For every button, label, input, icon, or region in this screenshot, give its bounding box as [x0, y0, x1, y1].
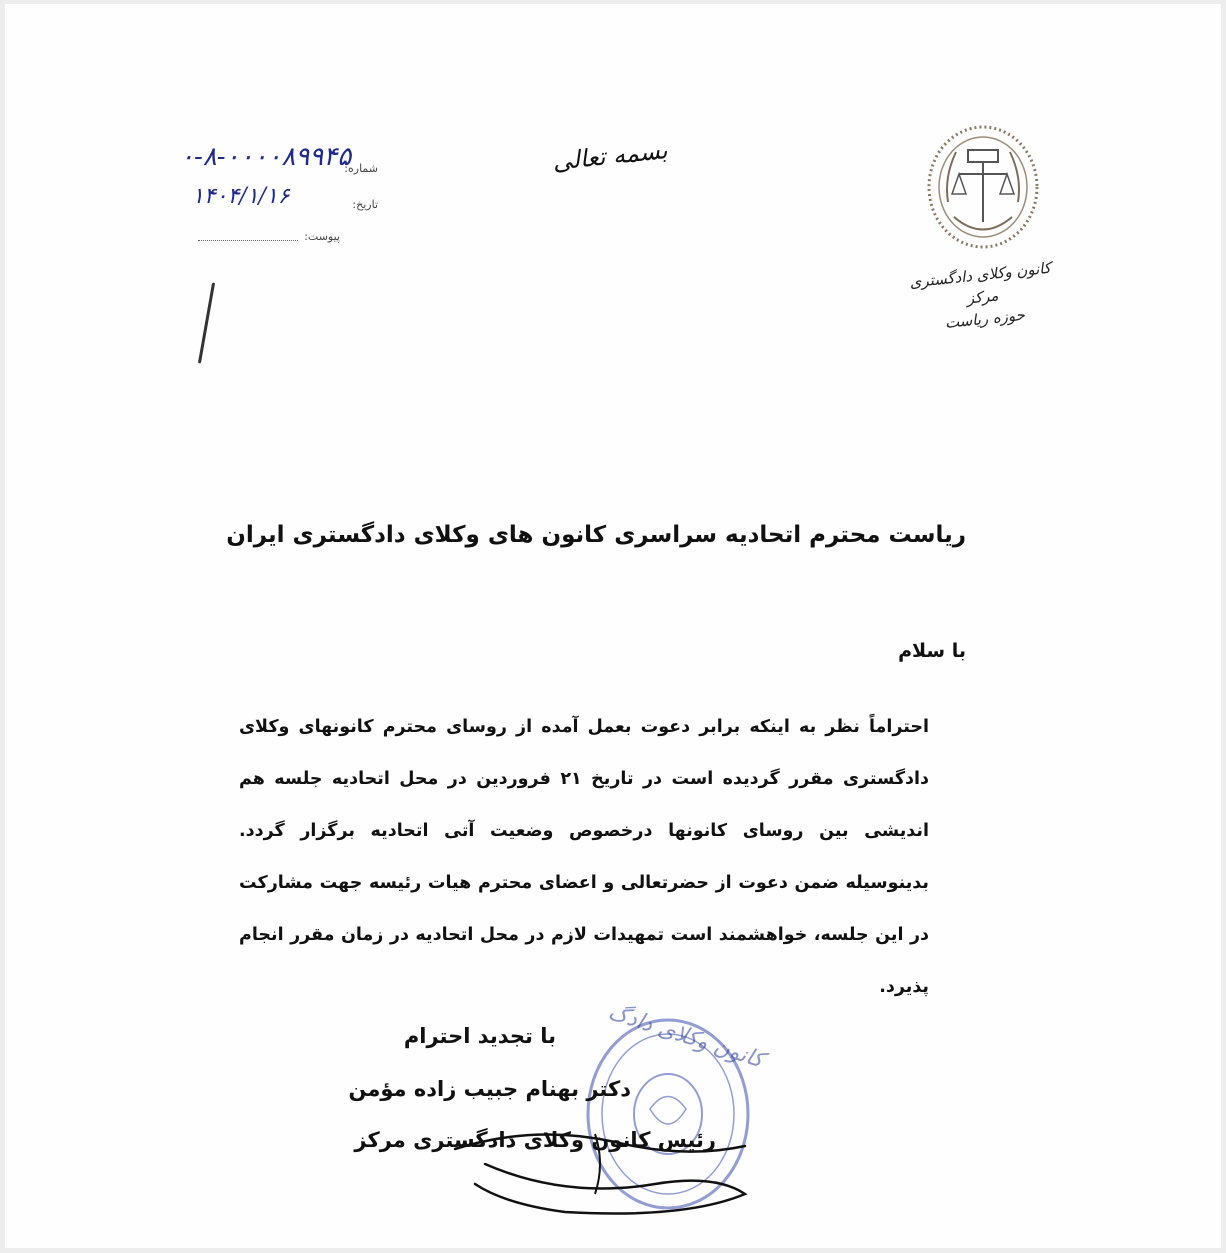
letter-page: [5, 4, 1221, 1248]
bar-association-emblem-icon: [924, 122, 1042, 252]
letter-date-label: تاریخ:: [352, 198, 378, 211]
letter-number-label: شماره:: [344, 162, 378, 175]
stamp-text: کانون وکلای دادگ: [605, 999, 767, 1074]
letterhead-logo: [910, 122, 1055, 337]
salutation: با سلام: [898, 640, 966, 662]
attachment-line: [198, 240, 298, 241]
closing-phrase: با تجدید احترام: [403, 1024, 556, 1048]
recipient-line: ریاست محترم اتحادیه سراسری کانون های وکلای دادگستری ایران: [226, 522, 966, 548]
reference-block: [180, 142, 390, 252]
logo-caption-org: کانون وکلای دادگستری مرکز: [908, 258, 1052, 308]
letter-number-value: ۰-۸-۰۰۰۰۸۹۹۴۵: [180, 142, 352, 172]
logo-caption-office: حوزه ریاست: [943, 305, 1026, 333]
letter-body: احتراماً نظر به اینکه برابر دعوت بعمل آمده از روسای محترم کانونهای وکلای دادگستری مقرر گردیده است در تاریخ ۲۱ فروردین در محل اتحادیه جلسه هم اندیشی بین روسای کانونها درخصوص وضعیت آتی اتحادیه برگزار گردد. بدینوسیله ضمن دعوت از حضرتعالی و اعضای محترم هیات رئیسه جهت مشارکت در این جلسه، خواهشمند است تمهیدات لازم در محل اتحادیه در زمان مقرر انجام پذیرد.: [239, 717, 929, 997]
bismillah-heading: بسمه تعالی: [551, 136, 669, 176]
signer-name: دکتر بهنام جبیب زاده مؤمن: [348, 1077, 631, 1101]
signer-title: رئیس کانون وکلای دادگستری مرکز: [354, 1128, 716, 1152]
margin-pen-stroke: [198, 282, 215, 363]
attachment-label: پیوست:: [304, 230, 340, 243]
handwritten-signature-icon: [445, 1104, 775, 1224]
letter-date-value: ۱۴۰۴/۱/۱۶: [192, 184, 290, 209]
